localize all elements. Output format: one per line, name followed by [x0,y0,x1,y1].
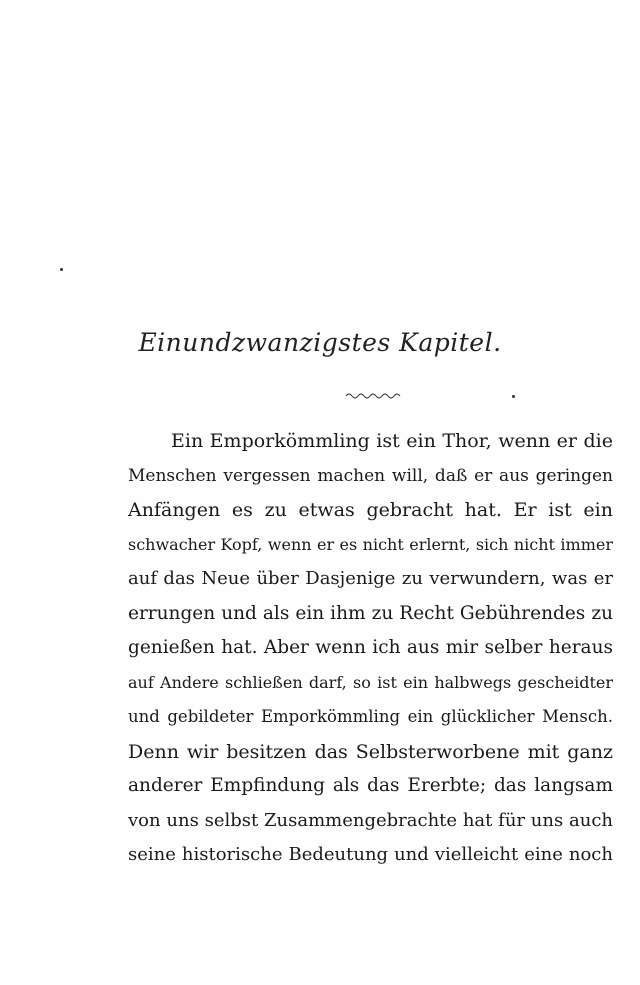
text-line: auf Andere schließen darf, so ist ein halbwegs gescheidter [128,672,613,692]
text-line: anderer Empfindung als das Ererbte; das langsam [128,775,613,796]
text-line: seine historische Bedeutung und vielleicht eine noch [128,844,613,865]
print-speck [512,395,515,398]
chapter-body [128,424,613,873]
text-line: Anfängen es zu etwas gebracht hat. Er ist ein [128,499,613,521]
text-line: Ein Emporkömmling ist ein Thor, wenn er die [171,430,613,452]
text-line: schwacher Kopf, wenn er es nicht erlernt, sich nicht immer [128,534,613,554]
text-line: Menschen vergessen machen will, daß er aus geringen [128,465,613,486]
text-line: auf das Neue über Dasjenige zu verwundern, was er [128,568,613,589]
text-line: und gebildeter Emporkömmling ein glücklicher Mensch. [128,707,613,726]
text-line: errungen und als ein ihm zu Recht Gebührendes zu [128,602,613,624]
wave-ornament-icon [345,391,403,401]
chapter-title: Einundzwanzigstes Kapitel. [138,328,502,357]
print-speck [60,268,63,271]
text-line: Denn wir besitzen das Selbsterworbene mit ganz [128,740,613,763]
text-line: von uns selbst Zusammengebrachte hat für uns auch [128,809,613,831]
text-line: genießen hat. Aber wenn ich aus mir selber heraus [128,637,613,658]
